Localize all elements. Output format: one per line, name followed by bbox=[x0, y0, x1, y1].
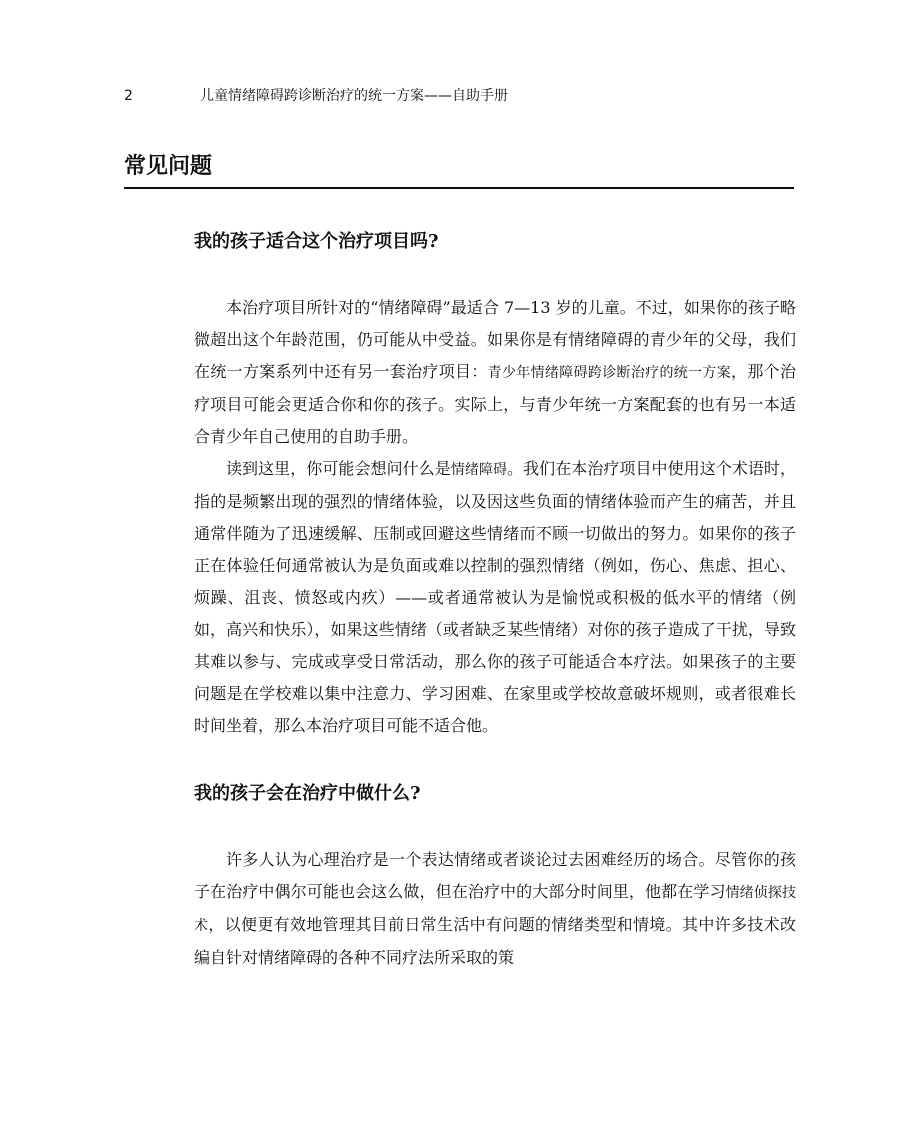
paragraph-text: 读到这里，你可能会想问什么是 bbox=[226, 459, 451, 478]
paragraph-text: 。我们在本治疗项目中使用这个术语时，指的是频繁出现的强烈的情绪体验，以及因这些负面的情绪体验而产生的痛苦，并且通常伴随为了迅速缓解、压制或回避这些情绪而不顾一切做出的努力。如果你的孩子正在体验任何通常被认为是负面或难以控制的强烈情绪（例如，伤心、焦虑、担心、烦躁、沮丧、愤怒或内疚）——或者通常被认为是愉悦或积极的低水平的情绪（例如，高兴和快乐），如果这些情绪（或者缺乏某些情绪）对你的孩子造成了干扰，导致其难以参与、完成或享受日常活动，那么你的孩子可能适合本疗法。如果孩子的主要问题是在学校难以集中注意力、学习困难、在家里或学校故意破坏规则，或者很难长时间坐着，那么本治疗项目可能不适合他。 bbox=[194, 459, 796, 735]
paragraph-text: 许多人认为心理治疗是一个表达情绪或者谈论过去困难经历的场合。尽管你的孩子在治疗中偶尔可能也会这么做，但在治疗中的大部分时间里，他都在学习 bbox=[194, 850, 796, 901]
question-heading-fit: 我的孩子适合这个治疗项目吗? bbox=[194, 231, 439, 252]
emphasized-term: 青少年情绪障碍跨诊断治疗的统一方案 bbox=[487, 365, 732, 381]
running-header bbox=[124, 86, 794, 106]
paragraph-text: ，以便更有效地管理其目前日常生活中有问题的情绪类型和情境。其中许多技术改编自针对情绪障碍的各种不同疗法所采取的策 bbox=[194, 915, 796, 967]
paragraph-emotional-disorder bbox=[194, 453, 796, 742]
section-divider bbox=[124, 187, 794, 189]
page-number: 2 bbox=[124, 88, 133, 104]
book-title: 儿童情绪障碍跨诊断治疗的统一方案——自助手册 bbox=[200, 88, 508, 104]
emphasized-term: 情绪侦探技术 bbox=[194, 885, 796, 934]
paragraph-age-range bbox=[194, 292, 796, 453]
section-title: 常见问题 bbox=[124, 154, 213, 179]
emphasized-term: 情绪障碍 bbox=[450, 462, 508, 478]
main-content bbox=[194, 228, 796, 974]
paragraph-text: ，那个治疗项目可能会更适合你和你的孩子。实际上，与青少年统一方案配套的也有另一本适合青少年自己使用的自助手册。 bbox=[194, 362, 796, 446]
paragraph-therapy-activities bbox=[194, 844, 796, 974]
question-heading-activities: 我的孩子会在治疗中做什么? bbox=[194, 783, 421, 804]
paragraph-text: 本治疗项目所针对的“情绪障碍”最适合 7—13 岁的儿童。不过，如果你的孩子略微超出这个年龄范围，仍可能从中受益。如果你是有情绪障碍的青少年的父母，我们在统一方案系列中还有另一套治疗项目： bbox=[194, 298, 796, 381]
